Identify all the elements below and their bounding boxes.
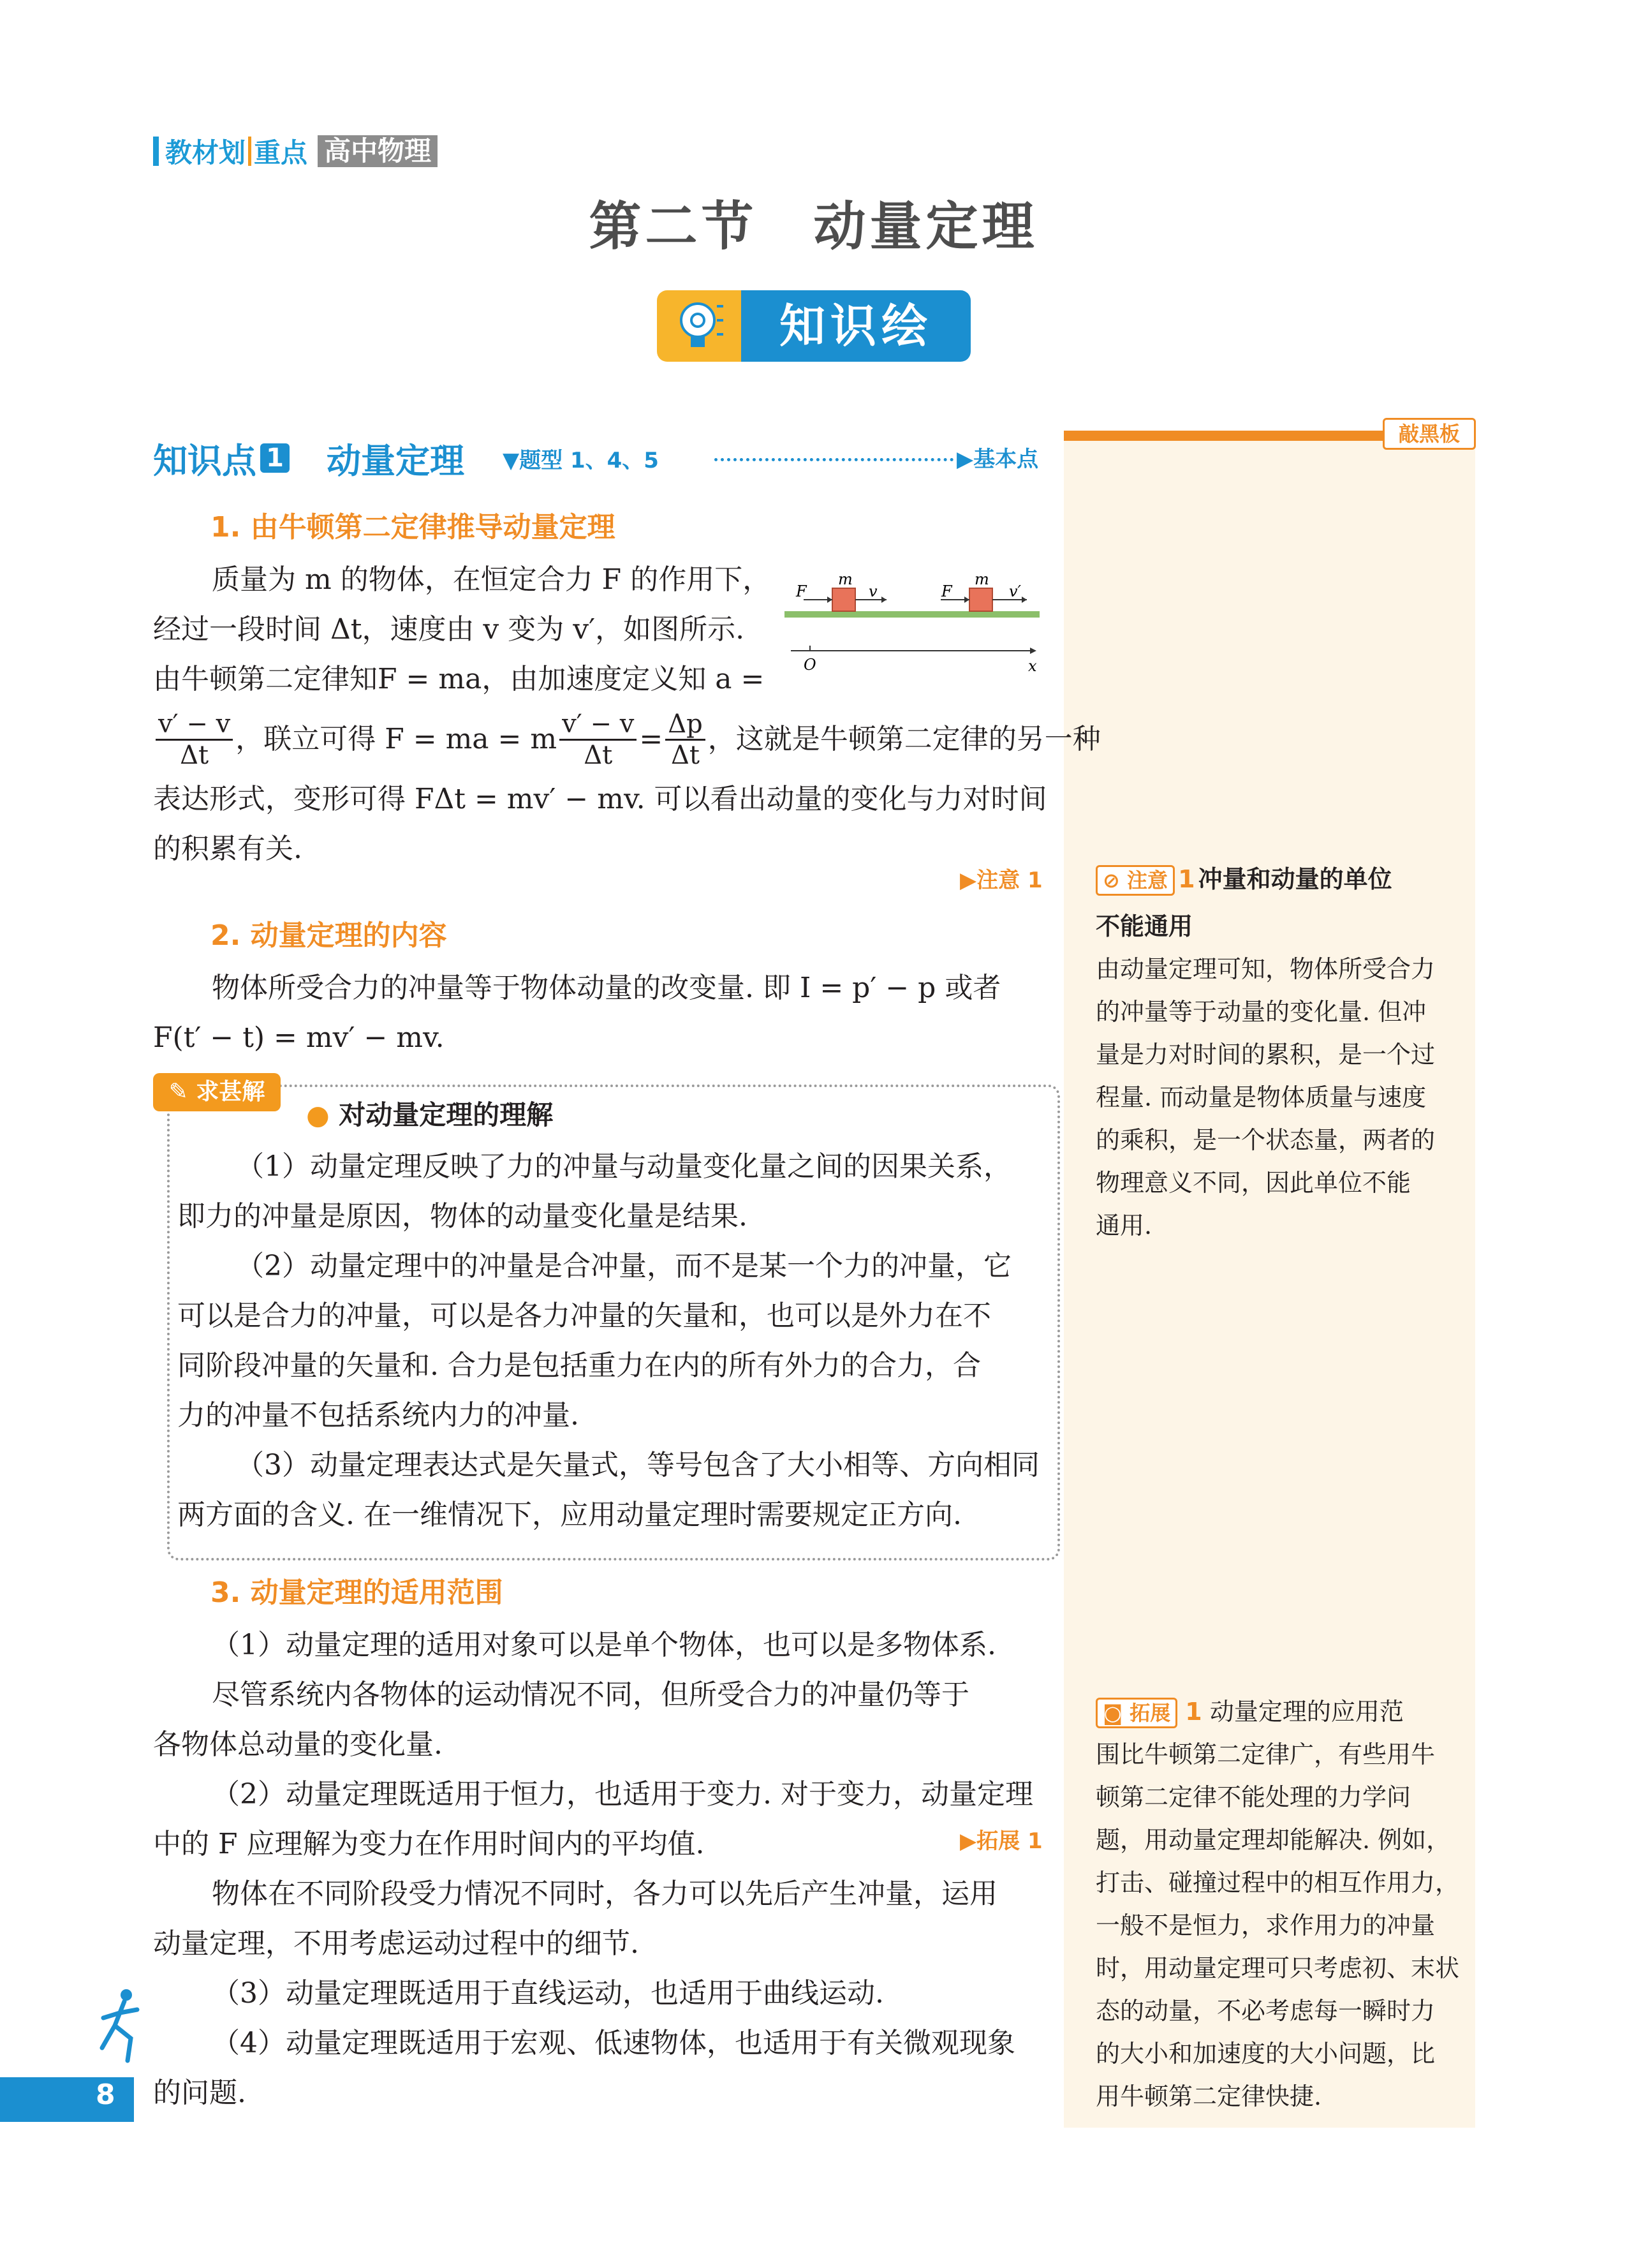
section-2-body — [153, 963, 1059, 1063]
s1-formula-tail: ，这就是牛顿第二定律的另一种 — [707, 723, 1101, 755]
frac-denominator: Δt — [180, 740, 209, 770]
brand-text-a: 教材划 — [165, 137, 246, 168]
s3-line: （3）动量定理既适用于直线运动，也适用于曲线运动. — [212, 1977, 884, 2010]
s3-line: （2）动量定理既适用于恒力，也适用于变力. 对于变力，动量定理 — [212, 1778, 1033, 1811]
label-v2: v′ — [1009, 582, 1022, 600]
s1-formula-line — [153, 704, 1101, 775]
note-label-text: 注意 — [1126, 868, 1168, 893]
note-line: 程量. 而动量是物体质量与速度 — [1096, 1083, 1427, 1111]
deep-line: 即力的冲量是原因，物体的动量变化量是结果. — [177, 1200, 747, 1233]
frac-denominator: Δt — [670, 740, 700, 770]
deep-dive-tag — [153, 1073, 281, 1111]
note-ref-link[interactable]: ▶注意 1 — [960, 868, 1043, 893]
ground-surface — [784, 611, 1040, 618]
knowledge-point-heading — [153, 434, 659, 482]
chalkboard-tag: 敲黑板 — [1383, 418, 1476, 450]
s1-line: 经过一段时间 Δt，速度由 v 变为 v′，如图所示. — [153, 613, 745, 646]
extend-line: 一般不是恒力，求作用力的冲量 — [1096, 1911, 1436, 1939]
leaf-icon: ● — [306, 1099, 330, 1130]
kp-number: 1 — [260, 443, 290, 473]
extend-block — [1096, 1691, 1459, 2118]
note-number: 1 — [1178, 865, 1195, 893]
s3-line: 动量定理，不用考虑运动过程中的细节. — [153, 1927, 639, 1960]
s1-line: 的积累有关. — [153, 833, 302, 865]
check-icon: ⊘ — [1103, 868, 1127, 893]
extend-line: 打击、碰撞过程中的相互作用力， — [1096, 1869, 1460, 1897]
fraction-2 — [559, 709, 637, 770]
extend-line: 时，用动量定理可只考虑初、末状 — [1096, 1954, 1460, 1982]
s1-line: 表达形式，变形可得 FΔt = mv′ − mv. 可以看出动量的变化与力对时间 — [153, 783, 1047, 815]
frac-denominator: Δt — [584, 740, 613, 770]
s3-line: 尽管系统内各物体的运动情况不同，但所受合力的冲量仍等于 — [212, 1679, 969, 1711]
deep-line: （1）动量定理反映了力的冲量与动量变化量之间的因果关系， — [236, 1150, 1012, 1183]
note-line: 由动量定理可知，物体所受合力 — [1096, 955, 1436, 983]
frac-numerator: v′ − v — [559, 709, 637, 741]
label-m1: m — [838, 570, 853, 588]
deep-dive-tag-text: 求甚解 — [196, 1079, 265, 1105]
label-m2: m — [975, 570, 989, 588]
deep-dive-body — [177, 1142, 1051, 1540]
note-line: 通用. — [1096, 1212, 1152, 1240]
knowledge-badge — [657, 290, 971, 362]
s1-formula-text: ，联立可得 F = ma = m — [235, 723, 557, 755]
block-final — [969, 588, 992, 611]
note-block — [1096, 858, 1459, 1247]
extend-ref-link[interactable]: ▶拓展 1 — [960, 1828, 1043, 1854]
extend-line: 围比牛顿第二定律广，有些用牛 — [1096, 1740, 1436, 1768]
extend-line: 题，用动量定理却能解决. 例如， — [1096, 1826, 1451, 1854]
extend-line: 顿第二定律不能处理的力学问 — [1096, 1783, 1411, 1811]
deep-line: 力的冲量不包括系统内力的冲量. — [177, 1399, 579, 1432]
subheading-2: 2. 动量定理的内容 — [210, 919, 447, 952]
extend-label-text: 拓展 — [1130, 1701, 1171, 1725]
s3-line: 中的 F 应理解为变力在作用时间内的平均值. — [153, 1828, 705, 1860]
s3-line: 各物体总动量的变化量. — [153, 1728, 443, 1761]
note-line: 的冲量等于动量的变化量. 但冲 — [1096, 998, 1427, 1026]
note-line: 量是力对时间的累积，是一个过 — [1096, 1041, 1436, 1069]
extend-number: 1 — [1185, 1698, 1202, 1726]
subheading-3: 3. 动量定理的适用范围 — [210, 1576, 503, 1609]
kp-question-types: ▼题型 1、4、5 — [503, 447, 659, 473]
extend-line: 的大小和加速度的大小问题，比 — [1096, 2040, 1436, 2068]
deep-line: 可以是合力的冲量，可以是各力冲量的矢量和，也可以是外力在不 — [177, 1300, 991, 1332]
s3-line: 的问题. — [153, 2077, 246, 2109]
deep-dive-title-text: 对动量定理的理解 — [339, 1099, 554, 1130]
motion-figure — [778, 561, 1046, 676]
label-v1: v — [869, 582, 878, 600]
label-F1: F — [796, 582, 807, 600]
note-title-1: 冲量和动量的单位 — [1198, 865, 1392, 893]
brand-text-b: 重点 — [254, 137, 308, 168]
badge-label: 知识绘 — [741, 290, 971, 362]
equals-sign: = — [639, 723, 663, 755]
block-initial — [832, 588, 855, 611]
brand-separator — [248, 137, 251, 166]
deep-line: 同阶段冲量的矢量和. 合力是包括重力在内的所有外力的合力，合 — [177, 1349, 981, 1382]
book-brand — [153, 134, 438, 168]
gamepad-icon: ◙ — [1103, 1701, 1130, 1725]
s2-line: F(t′ − t) = mv′ − mv. — [153, 1021, 445, 1054]
label-x: x — [1028, 657, 1037, 675]
fraction-accel — [156, 709, 233, 770]
extend-label — [1096, 1698, 1177, 1728]
s3-line: 物体在不同阶段受力情况不同时，各力可以先后产生冲量，运用 — [212, 1878, 998, 1910]
deep-line: 两方面的含义. 在一维情况下，应用动量定理时需要规定正方向. — [177, 1499, 962, 1531]
extend-first-line: 动量定理的应用范 — [1209, 1698, 1404, 1726]
deep-dive-title — [306, 1094, 553, 1132]
page-number: 8 — [96, 2079, 115, 2111]
fraction-3 — [665, 709, 705, 770]
subject-tag: 高中物理 — [318, 135, 438, 167]
squirrel-icon: ✎ — [168, 1079, 196, 1105]
subheading-1: 1. 由牛顿第二定律推导动量定理 — [210, 511, 615, 544]
note-line: 物理意义不同，因此单位不能 — [1096, 1169, 1411, 1197]
s1-line: 由牛顿第二定律知F = ma，由加速度定义知 a = — [153, 663, 765, 695]
deep-line: （2）动量定理中的冲量是合冲量，而不是某一个力的冲量，它 — [236, 1250, 1012, 1282]
label-origin: O — [804, 656, 816, 674]
note-title-2: 不能通用 — [1096, 912, 1193, 940]
deep-line: （3）动量定理表达式是矢量式，等号包含了大小相等、方向相同 — [236, 1449, 1040, 1481]
frac-numerator: Δp — [665, 709, 705, 741]
s1-line: 质量为 m 的物体，在恒定合力 F 的作用下， — [212, 563, 771, 596]
extend-line: 用牛顿第二定律快捷. — [1096, 2082, 1322, 2110]
s2-line: 物体所受合力的冲量等于物体动量的改变量. 即 I = p′ − p 或者 — [212, 972, 1001, 1004]
kp-label: 知识点 — [153, 440, 256, 481]
section-3-body — [153, 1620, 1059, 2118]
basic-point-tag: ▶基本点 — [957, 447, 1039, 472]
frac-numerator: v′ − v — [156, 709, 233, 741]
extend-line: 态的动量，不必考虑每一瞬时力 — [1096, 1997, 1436, 2025]
note-label — [1096, 865, 1175, 896]
page-title: 第二节 动量定理 — [589, 196, 1038, 257]
lightbulb-icon — [657, 290, 741, 362]
label-F2: F — [941, 582, 952, 600]
note-line: 的乘积，是一个状态量，两者的 — [1096, 1126, 1436, 1154]
brand-bar — [153, 137, 159, 166]
sidebar — [1064, 440, 1475, 2128]
s3-line: （1）动量定理的适用对象可以是单个物体，也可以是多物体系. — [212, 1629, 996, 1661]
runner-icon — [89, 1987, 147, 2070]
kp-name: 动量定理 — [327, 440, 464, 481]
dotted-leader — [714, 458, 953, 461]
s3-line: （4）动量定理既适用于宏观、低速物体，也适用于有关微观现象 — [212, 2027, 1015, 2059]
